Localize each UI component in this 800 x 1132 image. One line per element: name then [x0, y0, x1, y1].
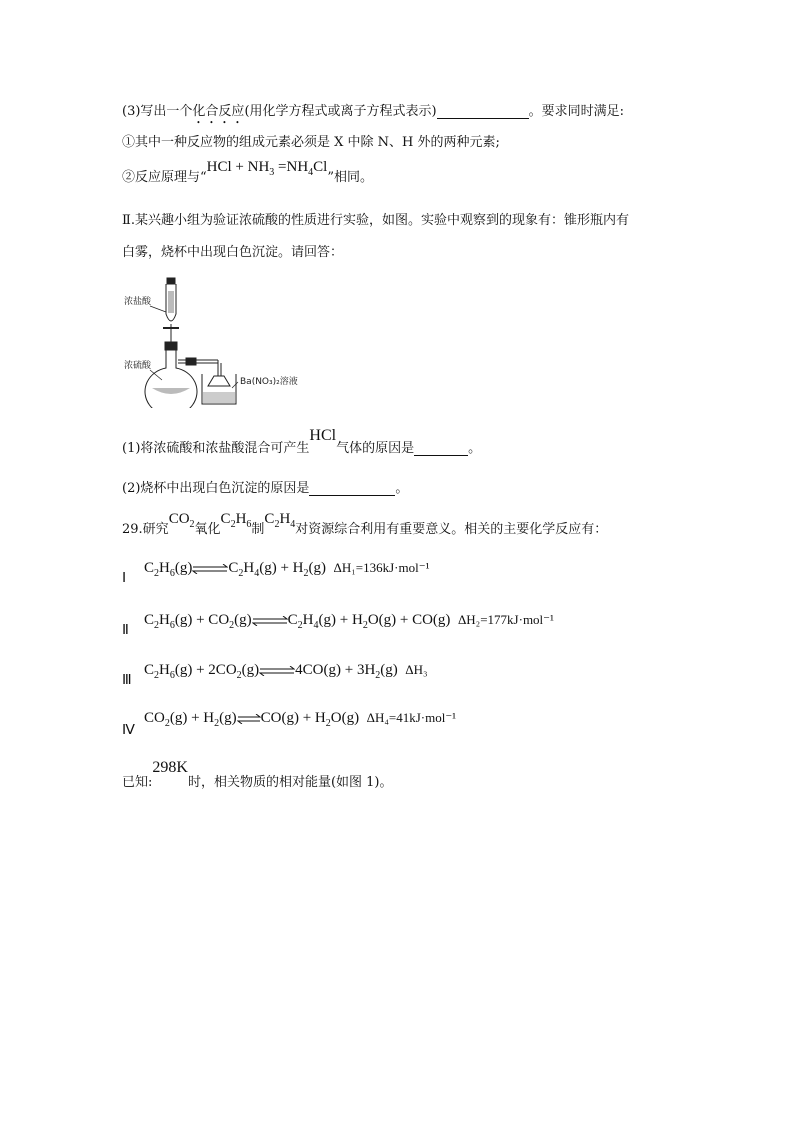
equilibrium-arrow-icon — [192, 564, 228, 574]
condition-2 — [122, 159, 374, 188]
p1-formula: HCl — [309, 427, 337, 444]
label-solution: Ba(NO₃)₂溶液 — [240, 377, 298, 387]
p2-end: 。 — [395, 481, 409, 496]
q29-prefix: 29.研究 — [122, 522, 169, 537]
known-suffix: 时，相关物质的相对能量(如图 1)。 — [187, 775, 393, 790]
part2-line2: 白雾，烧杯中出现白色沉淀。请回答： — [122, 245, 344, 260]
answer-blank[interactable] — [414, 442, 468, 456]
p2-line — [122, 482, 408, 496]
answer-blank[interactable] — [309, 482, 395, 496]
separatory-funnel — [163, 278, 179, 348]
q29-suffix: 对资源综合利用有重要意义。相关的主要化学反应有： — [295, 522, 608, 537]
dh-4: ΔH₄=41kJ·mol⁻¹ — [366, 710, 457, 725]
equilibrium-arrow-icon — [237, 714, 261, 724]
equilibrium-arrow-icon — [252, 616, 288, 626]
reaction-label-2: Ⅱ — [122, 623, 129, 638]
dh-2: ΔH₂=177kJ·mol⁻¹ — [457, 612, 554, 627]
p1-line — [122, 427, 482, 456]
q3-after: 。要求同时满足: — [528, 104, 624, 119]
label-conc-h2so4: 浓硫酸 — [124, 361, 152, 371]
q29-f3: $C_2H_4$ — [264, 511, 296, 530]
q3-suffix: (用化学方程式或离子方程式表示) — [244, 104, 437, 119]
q29-f1: $CO_2$ — [168, 511, 195, 530]
apparatus-figure — [122, 276, 322, 408]
known-prefix: 已知: — [122, 775, 153, 790]
p2-text: (2)烧杯中出现白色沉淀的原因是 — [122, 481, 310, 496]
reaction-label-3: Ⅲ — [122, 673, 132, 688]
q29-f2: $C_2H_6$ — [220, 511, 252, 530]
reaction-label-4: Ⅳ — [122, 723, 135, 738]
known-temp: 298K — [152, 759, 188, 776]
q29-t1: 氧化 — [194, 522, 221, 537]
q29-line — [122, 511, 608, 540]
reaction-2: $C_2H_6(g) + CO_2(g) C_2H_4(g) + H_2O(g) + CO(g)$ ΔH₂=177kJ·mol⁻¹ — [144, 612, 554, 631]
q3-line — [122, 104, 624, 127]
q3-emphasis: 化合反应 — [192, 104, 245, 119]
beaker — [202, 374, 236, 404]
reaction-4: $CO_2(g) + H_2(g) CO(g) + H_2O(g)$ ΔH₄=41kJ·mol⁻¹ — [144, 710, 457, 729]
label-conc-hcl: 浓盐酸 — [124, 297, 152, 307]
part2-line1: Ⅱ.某兴趣小组为验证浓硫酸的性质进行实验，如图。实验中观察到的现象有：锥形瓶内有 — [122, 213, 629, 228]
known-line — [122, 759, 393, 790]
p1-end: 。 — [468, 441, 482, 456]
cond2-suffix: ”相同。 — [327, 170, 374, 185]
p1-suffix: 气体的原因是 — [336, 441, 415, 456]
q3-prefix: (3)写出一个 — [122, 104, 193, 119]
reaction-3: $C_2H_6(g) + 2CO_2(g) 4CO(g) + 3H_2(g)$ ΔH₃ — [144, 662, 428, 681]
reaction-1: $C_2H_6(g) C_2H_4(g) + H_2(g)$ ΔH₁=136kJ·mol⁻¹ — [144, 560, 430, 579]
cond2-prefix: ②反应原理与“ — [122, 170, 207, 185]
cond2-equation: HCl + $NH_3 =NH_4Cl$ — [206, 159, 328, 178]
dh-1: ΔH₁=136kJ·mol⁻¹ — [333, 560, 430, 575]
condition-1: ①其中一种反应物的组成元素必须是 X 中除 N、H 外的两种元素; — [122, 135, 500, 150]
p1-prefix: (1)将浓硫酸和浓盐酸混合可产生 — [122, 441, 310, 456]
reaction-label-1: Ⅰ — [122, 571, 127, 586]
answer-blank[interactable] — [437, 105, 529, 119]
equilibrium-arrow-icon — [259, 666, 295, 676]
dh-3: ΔH₃ — [405, 662, 428, 677]
q29-t2: 制 — [251, 522, 265, 537]
